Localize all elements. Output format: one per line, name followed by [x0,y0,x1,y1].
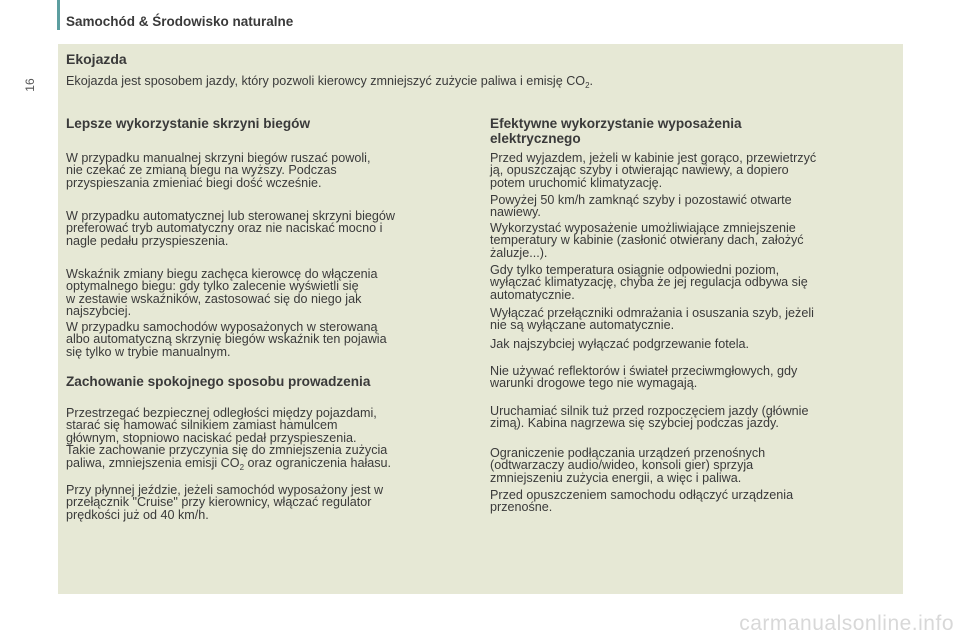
calm-paragraph-1 [66,406,476,472]
electrical-paragraph-3 [490,222,900,259]
emissions-subscript: 2 [239,462,245,472]
electrical-paragraph-7 [490,365,900,390]
electrical-paragraph-5 [490,307,900,332]
electrical-paragraph-10 [490,489,900,514]
paragraph-text: Powyżej 50 km/h zamknąć szyby i pozostawić otwarte nawiewy. [490,193,792,220]
intro-text-end: . [589,74,594,88]
gearbox-paragraph-4 [66,321,476,358]
paragraph-text: Przed wyjazdem, jeżeli w kabinie jest gorąco, przewietrzyć ją, opuszczając szyby i otwierając nawiewy, a dopiero potem uruchomić klimatyzację. [490,151,817,190]
paragraph-text: Wskaźnik zmiany biegu zachęca kierowcę do włączenia optymalnego biegu: gdy tylko zalecenie wyświetli się w zestawie wskaźników, zastosować się do niego jak najszybciej. [66,267,378,319]
intro-text-subscript: 2 [585,81,590,90]
emissions-text-end: oraz ograniczenia hałasu. [244,455,392,470]
gearbox-section [66,116,476,131]
section-title: Samochód & Środowisko naturalne [66,14,294,29]
watermark: carmanualsonline.info [739,612,954,635]
page-number: 16 [23,78,37,92]
electrical-paragraph-6 [490,338,900,350]
paragraph-text: Ograniczenie podłączania urządzeń przenośnych (odtwarzaczy audio/wideo, konsoli gier) sprzyja zmniejszeniu zużycia energii, a więc i paliwa. [490,446,766,485]
electrical-heading: Efektywne wykorzystanie wyposażenia elektrycznego [490,116,742,146]
paragraph-text: W przypadku manualnej skrzyni biegów ruszać powoli, nie czekać ze zmianą biegu na wyższy. Podczas przyspieszania zmieniać biegi dość wcześnie. [66,151,371,190]
paragraph-text: Wykorzystać wyposażenie umożliwiające zmniejszenie temperatury w kabinie (zasłonić otwierany dach, założyć żaluzje...). [490,221,804,260]
paragraph-text: Gdy tylko temperatura osiągnie odpowiedni poziom, wyłączać klimatyzację, chyba że jej regulacja odbywa się automatycznie. [490,263,808,302]
gearbox-paragraph-2 [66,210,476,247]
gearbox-paragraph-1 [66,152,476,189]
paragraph-text: Przestrzegać bezpiecznej odległości między pojazdami, starać się hamować silnikiem zamiast hamulcem głównym, stopniowo naciskać pedał przyspieszenia. Takie zachowanie przyczynia się do zmniejszenia zużycia [66,406,388,458]
paragraph-text-emissions [66,455,476,472]
calm-driving-section [66,374,476,389]
electrical-paragraph-8 [490,405,900,430]
electrical-section [490,116,900,146]
calm-paragraph-2 [66,484,476,521]
section-accent-bar [57,0,60,30]
intro-text [66,74,593,89]
gearbox-paragraph-3 [66,268,476,318]
paragraph-text: Uruchamiać silnik tuż przed rozpoczęciem jazdy (głównie zimą). Kabina nagrzewa się szybciej podczas jazdy. [490,404,809,431]
paragraph-text: Nie używać reflektorów i świateł przeciwmgłowych, gdy warunki drogowe tego nie wymagają. [490,364,798,391]
paragraph-text: W przypadku samochodów wyposażonych w sterowaną albo automatyczną skrzynię biegów wskaźnik ten pojawia się tylko w trybie manualnym. [66,320,387,359]
intro-heading: Ekojazda [66,51,127,67]
gearbox-heading: Lepsze wykorzystanie skrzyni biegów [66,116,311,131]
intro-text-main: Ekojazda jest sposobem jazdy, który pozwoli kierowcy zmniejszyć zużycie paliwa i emisję CO [66,74,586,88]
paragraph-text: Jak najszybciej wyłączać podgrzewanie fotela. [490,337,750,351]
electrical-paragraph-4 [490,264,900,301]
paragraph-text: Wyłączać przełączniki odmrażania i osuszania szyb, jeżeli nie są wyłączane automatycznie. [490,306,814,333]
electrical-paragraph-9 [490,447,900,484]
paragraph-text: W przypadku automatycznej lub sterowanej skrzyni biegów preferować tryb automatyczny oraz nie naciskać mocno i nagle pedału przyspieszenia. [66,209,395,248]
electrical-paragraph-1 [490,152,900,189]
paragraph-text: Przy płynnej jeździe, jeżeli samochód wyposażony jest w przełącznik "Cruise" przy kierownicy, włączać regulator prędkości już od 40 km/h. [66,483,384,522]
calm-driving-heading: Zachowanie spokojnego sposobu prowadzenia [66,374,371,389]
electrical-paragraph-2 [490,194,900,219]
paragraph-text: Przed opuszczeniem samochodu odłączyć urządzenia przenośne. [490,488,794,515]
emissions-text: paliwa, zmniejszenia emisji CO [66,455,240,470]
